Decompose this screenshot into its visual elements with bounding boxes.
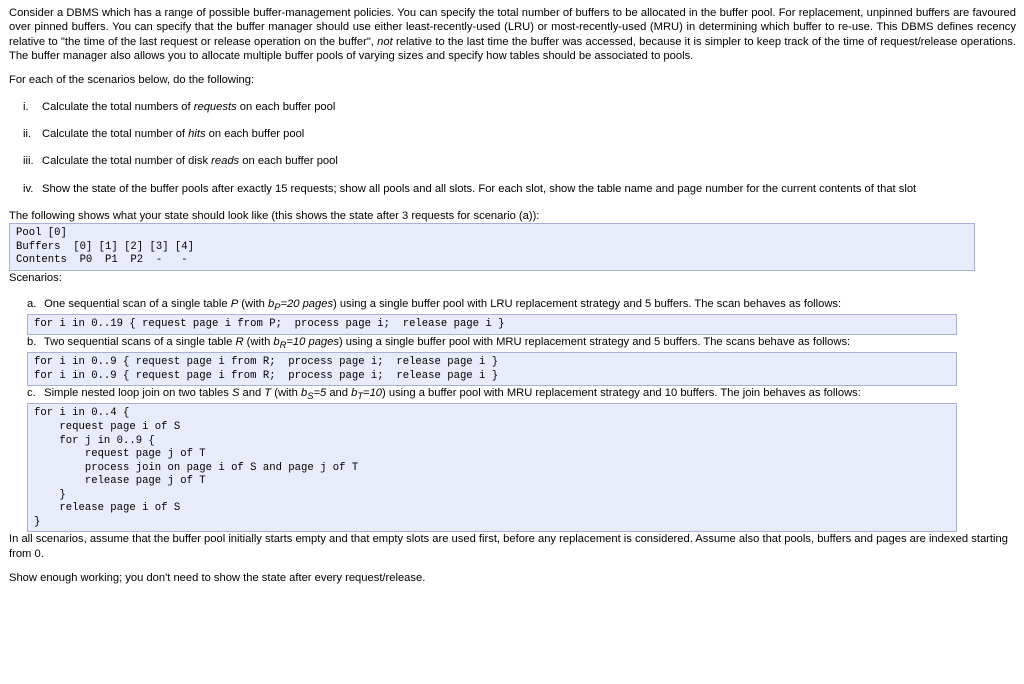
page-count-sub: T [357,391,364,402]
state-example-lead: The following shows what your state should look like (this shows the state after 3 requests for scenario (a)): [9,209,540,222]
item-number: ii. [23,127,32,140]
scenario-c-text [27,386,1016,403]
intro-paragraph [9,6,1016,63]
scenario-b-code: for i in 0..9 { request page i from R; process page i; release page i } for i in 0..9 { request page i from R; process page i; release page i } [27,352,957,386]
item-text-rest: on each buffer pool [236,100,336,113]
intro-text: Consider a DBMS which has a range of possible buffer-management policies. You can specify the total number of buffers to be allocated in the buffer pool. For replacement, unpinned buffers are favoured over pinned buffers. You can specify that the buffer manager should use either least-recently-used (LRU) or most-recently-used (MRU) in determining which buffer to re-use. This DBMS defines recency relative to "the time of the last request or release operation on the buffer", [9,7,1016,48]
page-count-var: b [351,387,358,400]
scenario-text: Simple nested loop join on two tables [44,387,232,400]
scenario-text: and [326,387,352,400]
page-count-value: =10 [363,387,383,400]
closing-working-note: Show enough working; you don't need to show the state after every request/release. [9,571,426,584]
item-emphasis: reads [211,155,240,168]
table-name: R [235,335,244,348]
page-count-value: =5 [313,387,327,400]
scenario-label: a. [27,298,37,311]
closing-assumptions: In all scenarios, assume that the buffer pool initially starts empty and that empty slots are used first, before any replacement is considered. Assume also that pools, buffers and pages are indexed starting from 0. [9,533,1008,560]
item-text: Calculate the total number of [42,127,189,140]
item-text-rest: on each buffer pool [239,155,338,168]
table-name: P [230,298,239,311]
page-count-sub: P [274,302,281,313]
instruction-item [23,127,1016,141]
page-count-sub: R [279,340,287,351]
scenarios-heading: Scenarios: [9,271,62,284]
scenario-text: Two sequential scans of a single table [43,335,236,348]
scenario-text: One sequential scan of a single table [44,298,231,311]
page-count-var: b [300,387,308,400]
scenario-text: (with [238,298,269,311]
item-text: Show the state of the buffer pools after exactly 15 requests; show all pools and all slots. For each slot, show the table name and page number for the current contents of that slot [42,182,917,195]
item-number: iv. [23,182,34,195]
instruction-item [23,154,1016,168]
scenario-text: ) using a buffer pool with MRU replacement strategy and 10 buffers. The join behaves as follows: [382,387,861,400]
item-emphasis: hits [188,127,206,140]
page-count-var: b [268,298,275,311]
table-name: S [231,387,240,400]
pool-state-example: Pool [0] Buffers [0] [1] [2] [3] [4] Contents P0 P1 P2 - - [9,223,975,271]
page-count-sub: S [307,391,314,402]
instruction-item [23,182,1016,196]
scenario-text: and [239,387,265,400]
intro-emphasis: not [377,35,393,48]
scenario-text: (with [243,335,274,348]
scenario-a-code: for i in 0..19 { request page i from P; process page i; release page i } [27,314,957,335]
item-text-rest: on each buffer pool [205,127,305,140]
scenario-list [9,297,1016,532]
scenario-label: b. [27,335,37,348]
scenario-text: (with [271,387,301,400]
instructions-lead: For each of the scenarios below, do the following: [9,74,255,87]
item-number: iii. [23,155,34,168]
scenario-b [27,335,1016,386]
instruction-list [9,100,1016,196]
scenario-text: ) using a single buffer pool with LRU replacement strategy and 5 buffers. The scan behaves as follows: [333,298,842,311]
scenario-a-text [27,297,1016,314]
item-text: Calculate the total number of disk [42,155,212,168]
instruction-item [23,100,1016,114]
scenario-c [27,386,1016,532]
page-count-value: =20 pages [280,298,334,311]
scenario-label: c. [27,387,36,400]
intro-text-rest: relative to the last time the buffer was accessed, because it is simpler to keep track of the time of request/release operations. The buffer manager also allows you to allocate multiple buffer pools of varying sizes and specify how tables should be associated to pools. [9,35,1016,62]
table-name: T [264,387,272,400]
scenario-a [27,297,1016,335]
scenario-c-code: for i in 0..4 { request page i of S for j in 0..9 { request page j of T process join on page i of S and page j of T release page j of T } release page i of S } [27,403,957,532]
item-text: Calculate the total numbers of [42,100,194,113]
scenario-text: ) using a single buffer pool with MRU replacement strategy and 5 buffers. The scans behave as follows: [338,335,851,348]
scenario-b-text [27,335,1016,352]
item-number: i. [23,100,29,113]
item-emphasis: requests [193,100,237,113]
page-count-value: =10 pages [286,335,339,348]
page-count-var: b [273,335,280,348]
